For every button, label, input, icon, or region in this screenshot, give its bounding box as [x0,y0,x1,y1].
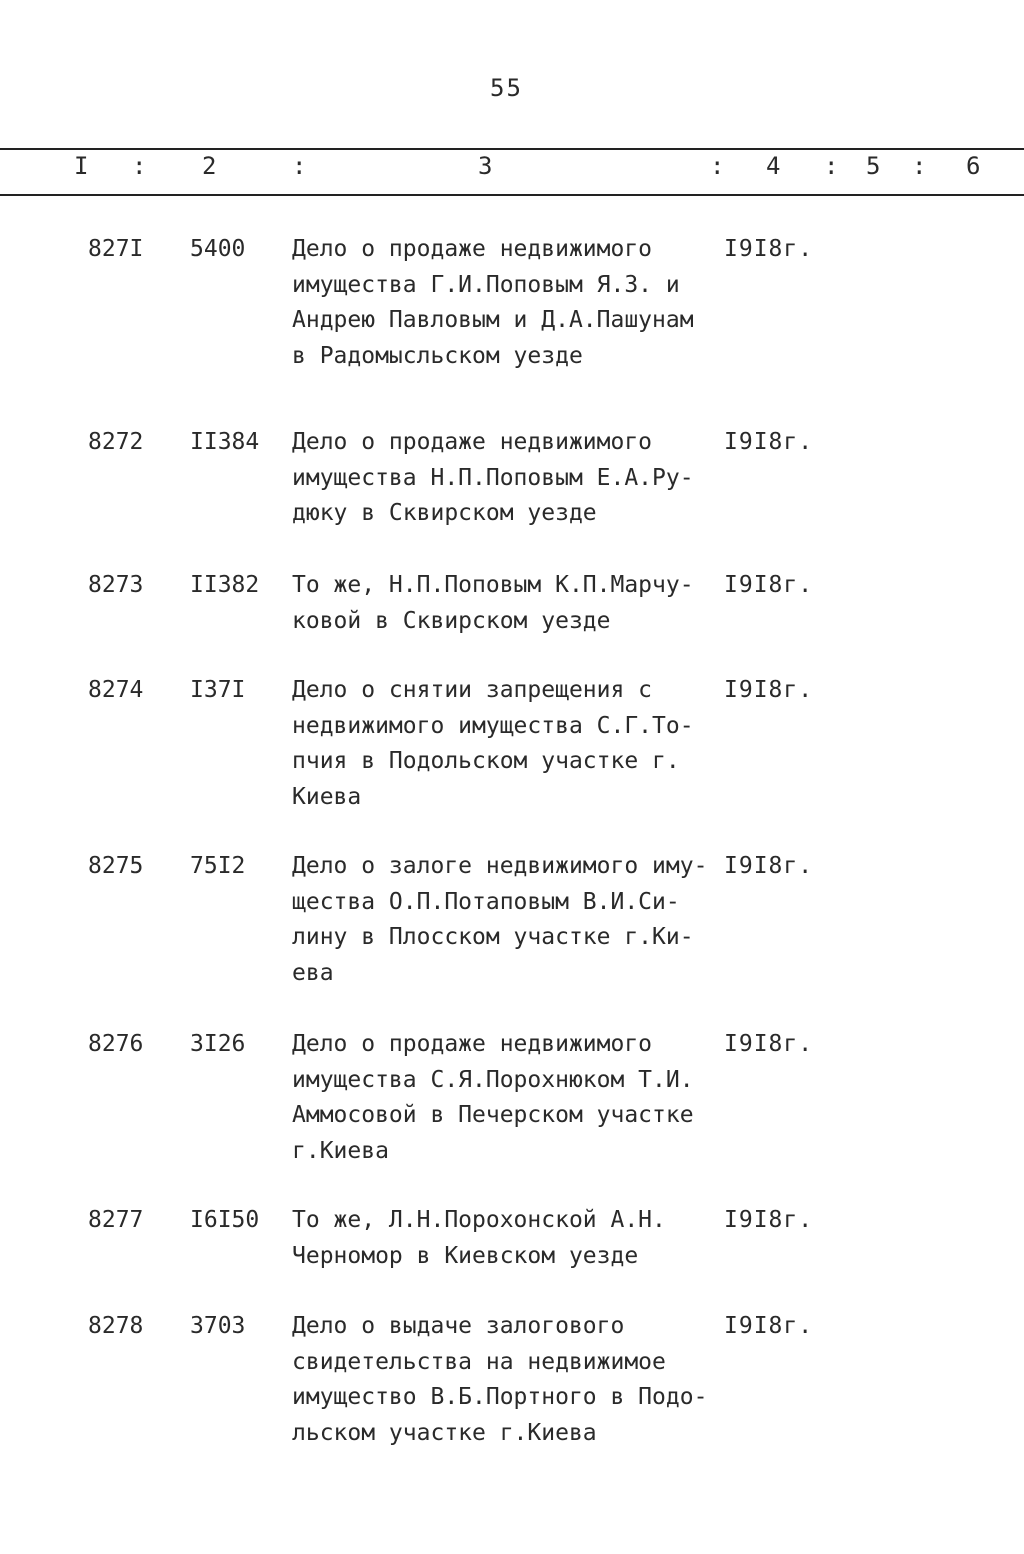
entry-year: I9I8г. [724,572,814,598]
entry-description [292,568,694,639]
description-line: недвижимого имущества С.Г.То- [292,712,694,739]
description-line: Черномор в Киевском уезде [292,1242,639,1269]
entry-number: 8278 [88,1313,144,1339]
description-line: То же, Н.П.Поповым К.П.Марчу- [292,572,694,598]
entry-number: 8272 [88,429,144,455]
description-line: имущества С.Я.Порохнюком Т.И. [292,1066,694,1093]
description-line: Дело о продаже недвижимого [292,236,653,262]
description-line: дюку в Сквирском уезде [292,500,597,526]
description-line: Андрею Павловым и Д.А.Пашунам [292,307,694,333]
entry-year: I9I8г. [724,677,814,703]
page-number: 55 [490,74,523,102]
description-line: Дело о снятии запрещения с [292,677,653,703]
description-line: Киева [292,783,362,810]
description-line: Дело о залоге недвижимого иму- [292,853,708,879]
column-separator: : [912,152,927,180]
entry-number: 8274 [88,677,144,703]
column-header-5: 5 [866,152,881,180]
description-line: щества О.П.Потаповым В.И.Си- [292,888,680,915]
description-line: То же, Л.Н.Порохонской А.Н. [292,1207,666,1233]
entry-year: I9I8г. [724,1031,814,1057]
column-separator: : [824,152,839,180]
entry-number: 827I [88,236,144,262]
column-separator: : [132,152,147,180]
description-line: лину в Плосском участке г.Ки- [292,924,694,950]
entry-code: I6I50 [190,1207,260,1233]
description-line: льском участке г.Киева [292,1419,597,1446]
entry-description [292,1027,694,1169]
description-line: г.Киева [292,1137,389,1164]
entry-code: II384 [190,429,260,455]
header-top-rule [0,148,1024,150]
entry-year: I9I8г. [724,1207,814,1233]
entry-description [292,673,694,815]
entry-number: 8275 [88,853,144,879]
description-line: ковой в Сквирском уезде [292,607,611,634]
entry-description [292,232,694,374]
description-line: Аммосовой в Печерском участке [292,1102,694,1128]
entry-code: 5400 [190,236,246,262]
column-separator: : [292,152,307,180]
entry-number: 8273 [88,572,144,598]
column-header-4: 4 [766,152,781,180]
description-line: пчия в Подольском участке г. [292,748,680,774]
entry-year: I9I8г. [724,236,814,262]
entry-code: II382 [190,572,260,598]
column-separator: : [710,152,725,180]
column-header-1: I [74,152,89,180]
entry-year: I9I8г. [724,853,814,879]
description-line: Дело о выдаче залогового [292,1313,625,1339]
description-line: имущества Г.И.Поповым Я.З. и [292,271,680,298]
entry-year: I9I8г. [724,1313,814,1339]
entry-description [292,1203,666,1274]
entry-number: 8276 [88,1031,144,1057]
entry-description [292,425,694,532]
entry-year: I9I8г. [724,429,814,455]
description-line: Дело о продаже недвижимого [292,1031,653,1057]
description-line: свидетельства на недвижимое [292,1348,666,1375]
column-header-3: 3 [478,152,493,180]
entry-code: I37I [190,677,246,703]
entry-number: 8277 [88,1207,144,1233]
column-header-2: 2 [202,152,217,180]
description-line: Дело о продаже недвижимого [292,429,653,455]
entry-description [292,1309,707,1451]
description-line: в Радомысльском уезде [292,342,583,369]
entry-code: 3I26 [190,1031,246,1057]
entry-code: 3703 [190,1313,246,1339]
column-header-6: 6 [966,152,981,180]
header-bottom-rule [0,194,1024,196]
entry-description [292,849,707,991]
description-line: ева [292,959,334,986]
description-line: имущества Н.П.Поповым Е.А.Ру- [292,464,694,491]
entry-code: 75I2 [190,853,246,879]
description-line: имущество В.Б.Портного в Подо- [292,1384,708,1410]
